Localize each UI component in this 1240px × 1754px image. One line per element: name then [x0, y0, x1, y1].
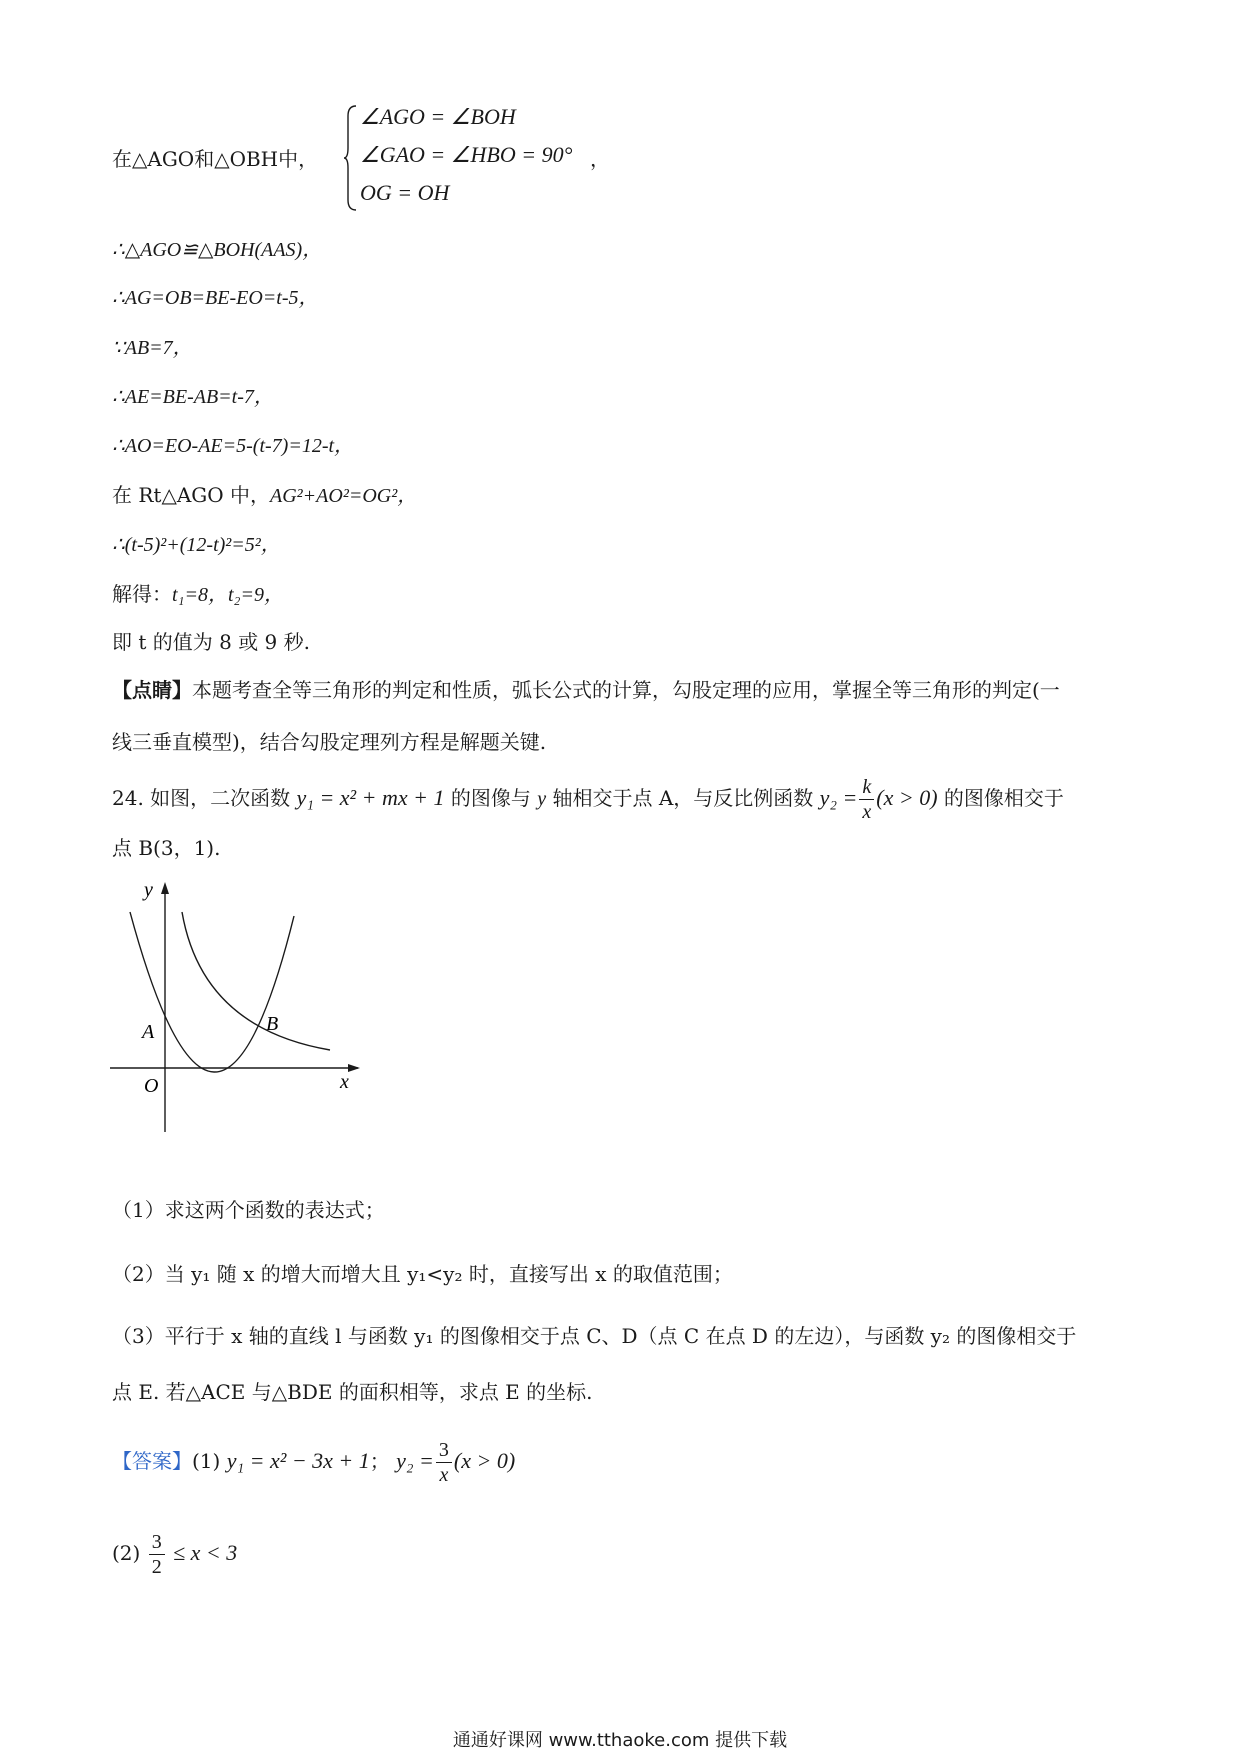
system-eq-3: OG = OH [360, 180, 450, 205]
answer-line-2 [112, 1528, 237, 1579]
question-3-line-2: 点 E. 若△ACE 与△BDE 的面积相等，求点 E 的坐标. [112, 1380, 593, 1404]
squared-equation: ∴(t-5)²+(12-t)²=5²， [112, 534, 281, 556]
problem-text-b: 的图像与 [450, 786, 531, 810]
solve-values: t₁=8，t₂=9， [172, 584, 285, 606]
inverse-lhs: y₂ = [819, 785, 858, 810]
inverse-fraction [859, 775, 874, 824]
y-axis-symbol: y [537, 788, 547, 810]
answer-1-y1: y₁ = x² − 3x + 1 [226, 1448, 370, 1473]
system-tail: ， [590, 147, 610, 171]
answer-1-denominator: x [439, 1464, 449, 1486]
step-1: ∴△AGO≌△BOH(AAS)， [112, 239, 323, 261]
comment-tag: 【点睛】 [112, 678, 192, 702]
solve-line [112, 580, 284, 609]
conclusion: 即 t 的值为 8 或 9 秒. [112, 630, 310, 654]
graph-label-B: B [266, 1013, 279, 1035]
problem-number: 24. [112, 786, 144, 810]
comment-line-2: 线三垂直模型)，结合勾股定理列方程是解题关键. [112, 730, 547, 754]
answer-2-label: (2) [112, 1541, 141, 1565]
answer-1-y2-lhs: y₂ = [396, 1448, 434, 1473]
parabola-curve [130, 912, 294, 1072]
graph-label-y: y [144, 879, 153, 901]
system-eq-1: ∠AGO = ∠BOH [360, 104, 516, 129]
step-4: ∴AE=BE-AB=t-7， [112, 386, 274, 408]
problem-line-1 [112, 774, 1064, 824]
function-graph [108, 878, 368, 1138]
problem-text-d: 的图像相交于 [943, 786, 1064, 810]
answer-1-fraction [436, 1438, 452, 1487]
system-eq-2: ∠GAO = ∠HBO = 90° [360, 142, 573, 167]
rt-equation: AG²+AO²=OG²， [270, 485, 418, 507]
graph-label-A: A [142, 1021, 155, 1043]
rt-prefix: 在 Rt△AGO 中， [112, 483, 271, 507]
inverse-numerator: k [859, 775, 874, 800]
rt-line [112, 481, 417, 510]
graph-label-O: O [144, 1075, 159, 1097]
comment-text-1: 本题考查全等三角形的判定和性质，弧长公式的计算，勾股定理的应用，掌握全等三角形的判定(一 [192, 678, 1060, 702]
problem-line-2: 点 B(3，1). [112, 836, 221, 860]
answer-2-numerator: 3 [149, 1530, 165, 1555]
answer-2-denominator: 2 [151, 1556, 162, 1578]
x-axis-arrow [348, 1064, 360, 1072]
quadratic-function: y₁ = x² + mx + 1 [296, 785, 445, 810]
inverse-domain: (x > 0) [876, 785, 938, 810]
solve-prefix: 解得： [112, 582, 172, 606]
answer-tag: 【答案】 [112, 1449, 192, 1473]
question-2: （2）当 y₁ 随 x 的增大而增大且 y₁<y₂ 时，直接写出 x 的取值范围； [112, 1262, 733, 1286]
y-axis-arrow [161, 882, 169, 894]
answer-1-label: (1) [192, 1449, 221, 1473]
graph-label-x: x [340, 1071, 349, 1093]
answer-1-domain: (x > 0) [453, 1448, 516, 1473]
answer-2-fraction [149, 1530, 165, 1579]
step-5: ∴AO=EO-AE=5-(t-7)=12-t， [112, 435, 355, 457]
question-3-line-1: （3）平行于 x 轴的直线 l 与函数 y₁ 的图像相交于点 C、D（点 C 在点 D 的左边），与函数 y₂ 的图像相交于 [112, 1324, 1077, 1348]
problem-text-c: 轴相交于点 A，与反比例函数 [552, 786, 814, 810]
footer-source: 通通好课网 www.tthaoke.com 提供下载 [452, 1730, 788, 1751]
step-3: ∵AB=7， [112, 337, 193, 359]
brace [344, 104, 358, 212]
answer-1-numerator: 3 [436, 1438, 452, 1463]
step-2: ∴AG=OB=BE-EO=t-5， [112, 287, 319, 309]
question-1: （1）求这两个函数的表达式； [112, 1198, 385, 1222]
answer-2-inequality: ≤ x < 3 [173, 1540, 238, 1565]
system-intro: 在△AGO和△OBH中， [112, 147, 319, 171]
comment-line-1 [112, 676, 1060, 704]
inverse-denominator: x [862, 801, 872, 823]
problem-text-a: 如图，二次函数 [150, 786, 291, 810]
answer-1-separator: ； [369, 1449, 390, 1473]
answer-line-1 [112, 1436, 515, 1487]
